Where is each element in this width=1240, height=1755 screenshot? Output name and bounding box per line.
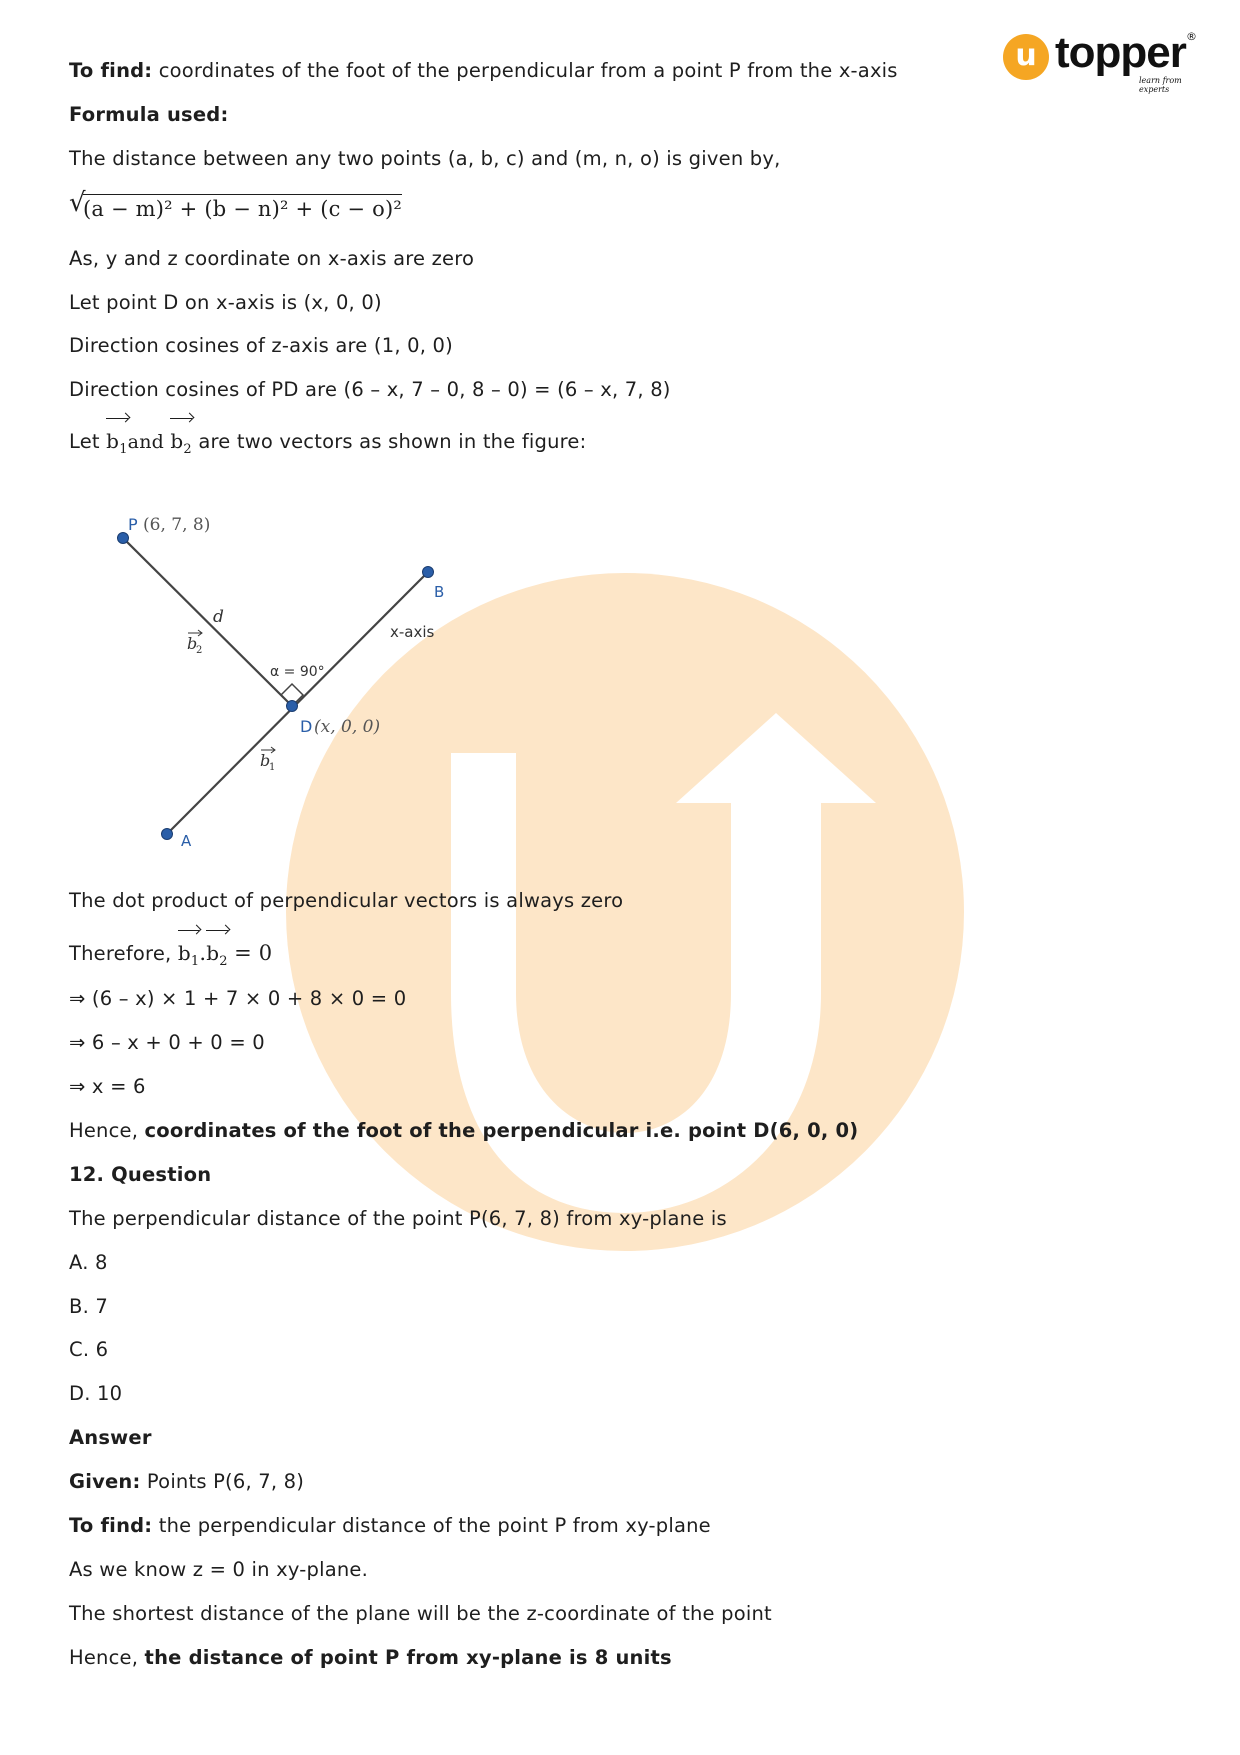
perpendicular-diagram	[100, 500, 480, 860]
label-p: P	[128, 515, 138, 534]
dot-product-line: The dot product of perpendicular vectors is always zero	[69, 889, 624, 912]
question-12-heading: 12. Question	[69, 1163, 212, 1186]
vec-letter: b	[170, 429, 184, 453]
label-a: A	[181, 832, 192, 850]
vector-b2	[206, 936, 228, 975]
to-find-2-line	[69, 1513, 711, 1539]
as-we-know-line: As we know z = 0 in xy-plane.	[69, 1558, 368, 1581]
therefore-line	[69, 936, 272, 975]
vec-sub: 2	[183, 442, 192, 457]
label-d-coords: (x, 0, 0)	[314, 717, 381, 737]
step2-line: ⇒ 6 – x + 0 + 0 = 0	[69, 1031, 265, 1054]
equals-zero: = 0	[234, 941, 273, 965]
let-point-line: Let point D on x-axis is (x, 0, 0)	[69, 291, 382, 314]
to-find-text: coordinates of the foot of the perpendicular from a point P from the x-axis	[158, 59, 898, 82]
logo-mark-icon: u	[1003, 34, 1049, 80]
b1-sub: 1	[269, 762, 276, 773]
formula-heading: Formula used:	[69, 103, 229, 126]
label-b1-vector	[260, 747, 275, 773]
dir-z-line: Direction cosines of z-axis are (1, 0, 0)	[69, 334, 453, 357]
label-x-axis: x-axis	[390, 623, 435, 641]
line-x-axis	[167, 572, 428, 834]
vectors-text: are two vectors as shown in the figure:	[198, 430, 587, 453]
sqrt-expression	[69, 188, 402, 222]
dot-operator: .	[199, 941, 207, 965]
dir-pd-line: Direction cosines of PD are (6 – x, 7 – 0, 8 – 0) = (6 – x, 7, 8)	[69, 378, 671, 401]
given-text: Points P(6, 7, 8)	[146, 1470, 305, 1493]
distance-text: The distance between any two points (a, b, c) and (m, n, o) is given by,	[69, 147, 781, 170]
point-a	[162, 829, 173, 840]
as-line: As, y and z coordinate on x-axis are zero	[69, 247, 475, 270]
distance-formula	[69, 188, 402, 222]
and-word: and	[127, 431, 164, 453]
b1-letter: b	[260, 751, 271, 770]
line-pd	[123, 538, 292, 706]
label-d-small: d	[213, 607, 224, 627]
vector-b1	[106, 424, 128, 463]
b2-letter: b	[187, 634, 198, 653]
hence-2-line	[69, 1645, 672, 1671]
logo-registered: ®	[1186, 30, 1197, 43]
to-find-2-text: the perpendicular distance of the point P from xy-plane	[158, 1514, 711, 1537]
vector-arrow-icon	[170, 418, 192, 427]
label-b: B	[434, 583, 445, 601]
step1-line: ⇒ (6 – x) × 1 + 7 × 0 + 8 × 0 = 0	[69, 987, 407, 1010]
vector-arrow-icon	[106, 418, 128, 427]
hence-line	[69, 1118, 858, 1144]
logo-wordmark: topper	[1055, 28, 1186, 77]
vec-sub: 1	[119, 442, 128, 457]
topper-logo	[1003, 30, 1203, 92]
option-b: B. 7	[69, 1295, 108, 1318]
therefore-label: Therefore,	[69, 942, 172, 965]
given-line	[69, 1469, 304, 1495]
question-12-text: The perpendicular distance of the point P(6, 7, 8) from xy-plane is	[69, 1207, 727, 1230]
point-p	[118, 533, 129, 544]
point-d	[287, 701, 298, 712]
step3-line: ⇒ x = 6	[69, 1075, 146, 1098]
answer-heading: Answer	[69, 1426, 152, 1449]
vec-sub: 1	[190, 954, 200, 969]
hence-2-label: Hence,	[69, 1646, 139, 1669]
to-find-2-label: To find:	[69, 1514, 153, 1537]
b2-sub: 2	[196, 645, 203, 656]
hence-label: Hence,	[69, 1119, 139, 1142]
to-find-line	[69, 58, 898, 84]
label-d: D	[300, 717, 313, 736]
vec-letter: b	[206, 941, 220, 965]
vector-b2	[170, 424, 192, 463]
vector-arrow-icon	[178, 930, 200, 939]
hence-2-result: the distance of point P from xy-plane is 8 units	[144, 1646, 672, 1669]
sqrt-icon: √	[69, 188, 86, 218]
label-p-coords: (6, 7, 8)	[143, 515, 211, 535]
vec-sub: 2	[219, 954, 228, 969]
vec-letter: b	[106, 429, 120, 453]
given-label: Given:	[69, 1470, 141, 1493]
vectors-line	[69, 424, 586, 463]
option-c: C. 6	[69, 1338, 109, 1361]
option-a: A. 8	[69, 1251, 108, 1274]
label-angle: α = 90°	[270, 664, 325, 680]
hence-result: coordinates of the foot of the perpendicular i.e. point D(6, 0, 0)	[144, 1119, 859, 1142]
label-b2-vector	[187, 630, 202, 656]
shortest-line: The shortest distance of the plane will be the z-coordinate of the point	[69, 1602, 772, 1625]
formula-expression: (a − m)² + (b − n)² + (c − o)²	[83, 194, 402, 222]
to-find-label: To find:	[69, 59, 153, 82]
vector-arrow-icon	[206, 930, 228, 939]
vec-letter: b	[177, 941, 191, 965]
point-b	[423, 567, 434, 578]
option-d: D. 10	[69, 1382, 123, 1405]
vector-b1	[178, 936, 200, 975]
let-word: Let	[69, 430, 100, 453]
logo-tagline: learn from experts	[1139, 76, 1182, 94]
